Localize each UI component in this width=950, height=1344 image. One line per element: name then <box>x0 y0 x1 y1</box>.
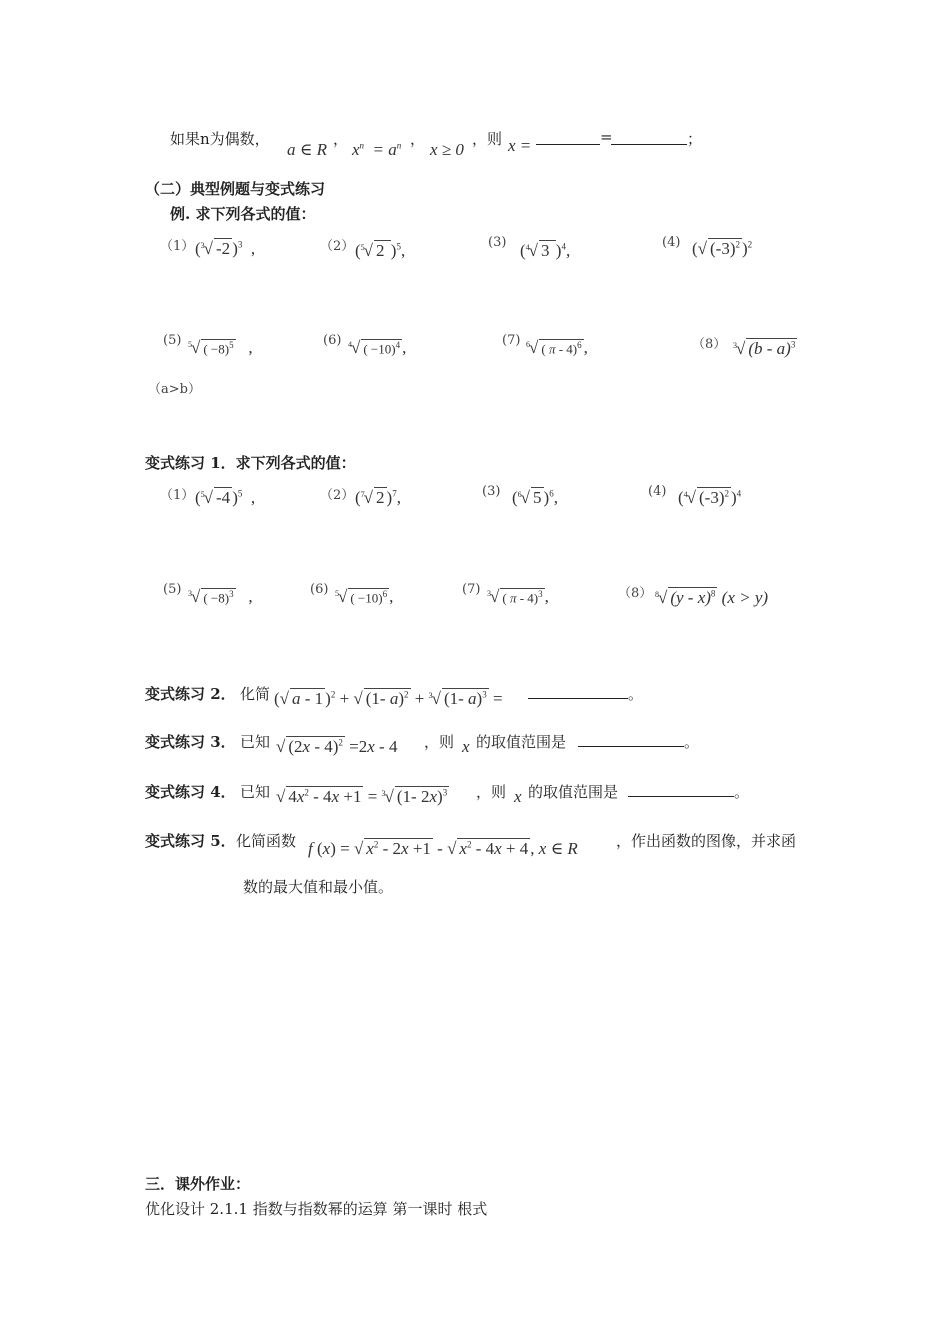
ex1-item-6-expr: $^5$√ ( −10)$^6$ , <box>335 587 394 606</box>
example-6-expr: $^4$√ ( −10)$^4$ , <box>348 338 407 357</box>
ex1-item-8-expr: $^8$√ (y - x)$^8$ (x > y) <box>655 588 769 607</box>
ex3-var: x <box>462 737 470 756</box>
ex1-item-4-label: (4) <box>648 484 667 499</box>
intro-eq: x = <box>508 136 532 155</box>
ex1-item-3-label: (3) <box>482 484 501 499</box>
ex2-answer-blank[interactable] <box>528 684 628 703</box>
ex1-item-7-label: (7) <box>462 582 481 597</box>
ex1-item-6-label: (6) <box>310 582 329 597</box>
ex1-item-5-expr: $^3$√ ( −8)$^3$ , <box>188 587 253 606</box>
ex2-text: 化简 <box>240 685 271 703</box>
example-8-expr: $^3$√ (b - a)$^3$ <box>733 339 796 358</box>
ex3-rest: 的取值范围是 <box>476 733 567 751</box>
example-1-expr: ($^3$√ -2 )$^3$ , <box>195 239 256 258</box>
example-5-expr: $^5$√ ( −8)$^5$ , <box>188 338 253 357</box>
example-6-label: (6) <box>323 333 342 348</box>
ex1-item-5-label: (5) <box>163 582 182 597</box>
ex4-label: 变式练习 4． <box>145 783 236 801</box>
ex1-item-1-expr: ($^5$√ -4 )$^5$ , <box>195 488 256 507</box>
ex4-var: x <box>514 787 522 806</box>
cond-xn-eq-an: $x^n = a^n$ <box>352 140 402 159</box>
ex5-line2: 数的最大值和最小值。 <box>243 878 394 896</box>
example-7-expr: $^6$√ ( π - 4)$^6$ , <box>526 338 588 357</box>
ex1-item-4-expr: ($^4$√ $(-3)^2$ )$^4$ <box>678 488 742 507</box>
example-note: （a>b） <box>148 382 201 397</box>
cond-a-in-r: a ∈ R <box>287 140 327 159</box>
example-3-expr: ($^4$√ 3 )$^4$, <box>520 241 571 260</box>
intro-line <box>170 128 270 149</box>
ex5-text: 化简函数 <box>236 832 297 850</box>
ex4-rest: 的取值范围是 <box>528 783 619 801</box>
example-2-expr: ($^5$√ 2 )$^5$, <box>355 241 406 260</box>
example-5-label: (5) <box>163 333 182 348</box>
ex1-item-3-expr: ($^6$√ 5 )$^6$, <box>512 488 558 507</box>
cond-x-ge-0: x ≥ 0 <box>430 140 464 159</box>
ex3-expr: √ (2x - 4)$^2$ =2x - 4 <box>276 737 398 756</box>
ex5-expr: f (x) = √ $x^2 - 2x +1$ - √ $x^2 - 4x + 4$ , x ∈ R <box>308 839 578 858</box>
answer-blank-1[interactable] <box>536 130 600 149</box>
intro-end: ； <box>687 130 703 148</box>
ex4-end: 。 <box>734 783 750 801</box>
ex4-mid: ，则 <box>476 783 507 801</box>
example-8-label: （8） <box>692 337 727 352</box>
ex2-expr: (√ a - 1 )$^2$ + √ (1- a)$^2$ + $^3$√ (1- a)$^3$ = <box>274 689 503 708</box>
example-title: 例. 求下列各式的值： <box>170 205 316 223</box>
homework-title: 三．课外作业： <box>145 1175 251 1193</box>
example-4-expr: (√ $(-3)^2$ )$^2$ <box>692 239 753 258</box>
ex3-text: 已知 <box>240 733 271 751</box>
ex1-item-2-label: （2） <box>320 488 355 503</box>
intro-mid: = <box>600 128 613 146</box>
ex3-label: 变式练习 3． <box>145 733 236 751</box>
ex1-item-1-label: （1） <box>160 488 195 503</box>
ex3-mid: ，则 <box>424 733 455 751</box>
answer-blank-2[interactable] <box>611 130 687 149</box>
section-title: （二）典型例题与变式练习 <box>145 180 326 198</box>
homework-text: 优化设计 2.1.1 指数与指数幂的运算 第一课时 根式 <box>145 1200 488 1218</box>
intro-prefix: 如果n为偶数， <box>170 130 270 148</box>
example-3-label: (3) <box>488 235 507 250</box>
ex4-text: 已知 <box>240 783 271 801</box>
example-1-label: （1） <box>160 239 195 254</box>
ex3-end: 。 <box>684 733 700 751</box>
example-7-label: (7) <box>502 333 521 348</box>
ex3-answer-blank[interactable] <box>578 732 684 751</box>
ex4-expr: √ $4x^2 - 4x +1 = ^3√$ (1- 2x)$^3$ <box>276 787 448 806</box>
ex2-end: 。 <box>628 685 644 703</box>
ex4-answer-blank[interactable] <box>628 782 734 801</box>
intro-then: ，则 <box>472 130 503 148</box>
ex5-label: 变式练习 5． <box>145 832 236 850</box>
ex1-title: 变式练习 1．求下列各式的值： <box>145 454 356 472</box>
ex1-item-2-expr: ($^7$√ 2 )$^7$, <box>355 488 401 507</box>
ex1-item-8-label: （8） <box>618 586 653 601</box>
ex5-rest: ，作出函数的图像，并求函 <box>616 832 797 850</box>
ex1-item-7-expr: $^3$√ ( π - 4)$^3$ , <box>487 587 549 606</box>
example-4-label: (4) <box>662 235 681 250</box>
ex2-label: 变式练习 2． <box>145 685 236 703</box>
example-2-label: （2） <box>320 239 355 254</box>
